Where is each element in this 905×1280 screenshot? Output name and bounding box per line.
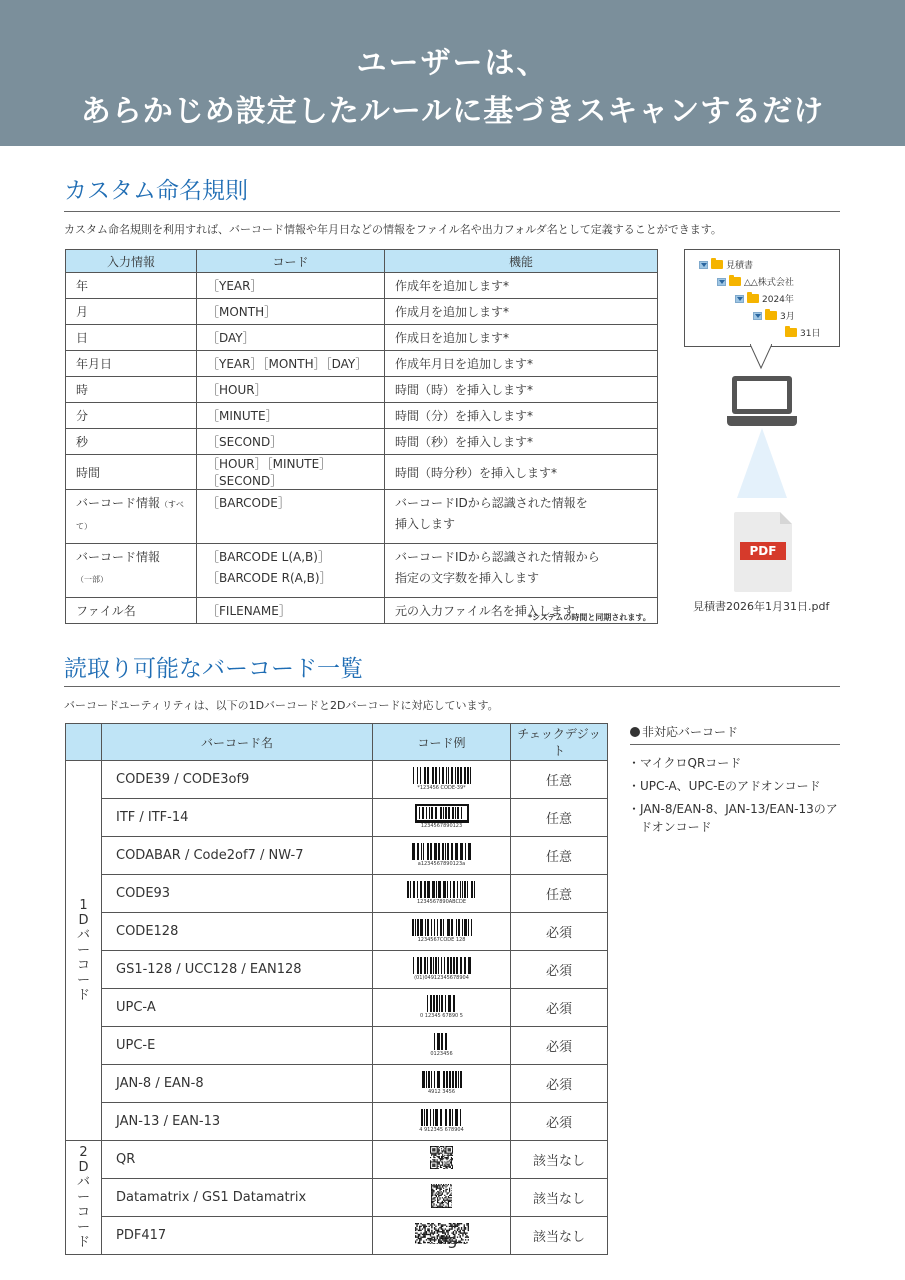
cell-code: ［YEAR］ <box>197 273 385 299</box>
cell-function: 作成月を追加します* <box>385 299 658 325</box>
table-row <box>66 1141 608 1179</box>
table-row <box>66 351 658 377</box>
barcode-caption: a1234567890123a <box>417 860 466 867</box>
cell-barcode-name: CODABAR / Code2of7 / NW-7 <box>102 837 373 875</box>
cell-function: 作成年を追加します* <box>385 273 658 299</box>
cell-function: 時間（時）を挿入します* <box>385 377 658 403</box>
bullet-icon <box>630 727 640 737</box>
cell-barcode-name: QR <box>102 1141 373 1179</box>
expand-arrow-icon <box>735 295 744 303</box>
cell-code: ［DAY］ <box>197 325 385 351</box>
table-row <box>66 429 658 455</box>
barcode-image <box>419 1109 464 1133</box>
unsupported-title: 非対応バーコード <box>630 723 840 745</box>
cell-function: 時間（秒）を挿入します* <box>385 429 658 455</box>
cell-barcode-sample <box>373 951 511 989</box>
cell-barcode-sample <box>373 761 511 799</box>
list-item: ・ UPC-A、UPC-Eのアドオンコード <box>630 777 840 795</box>
barcode-image <box>421 1071 463 1095</box>
barcode-caption: 1234567890123 <box>420 823 463 829</box>
cell-function: 元の入力ファイル名を挿入します <box>385 598 658 624</box>
col-header-check: チェックデジット <box>511 724 608 761</box>
col-header-function: 機能 <box>385 250 658 273</box>
barcode-caption: 0 12345 67890 5 <box>420 1012 463 1019</box>
table-row <box>66 1179 608 1217</box>
cell-barcode-name: GS1-128 / UCC128 / EAN128 <box>102 951 373 989</box>
cell-check-digit: 任意 <box>511 837 608 875</box>
tree-node: 31日 <box>785 326 820 339</box>
cell-barcode-sample <box>373 875 511 913</box>
scan-beam <box>737 428 787 498</box>
section-title-barcodes: 読取り可能なバーコード一覧 <box>64 656 363 682</box>
cell-code: ［FILENAME］ <box>197 598 385 624</box>
barcode-image <box>430 1033 452 1057</box>
unsupported-barcodes <box>630 723 840 836</box>
tree-node: 2024年 <box>735 292 794 305</box>
table-row <box>66 875 608 913</box>
barcode-caption: 0123456 <box>430 1050 453 1057</box>
banner-line-2: あらかじめ設定したルールに基づきスキャンするだけ <box>80 94 825 129</box>
cell-barcode-sample <box>373 1103 511 1141</box>
cell-check-digit: 必須 <box>511 1027 608 1065</box>
barcode-image <box>411 919 473 943</box>
pdf-filename: 見積書2026年1月31日.pdf <box>693 600 830 613</box>
barcode-caption: 1234567890ABCDE <box>416 898 467 905</box>
cell-barcode-name: JAN-8 / EAN-8 <box>102 1065 373 1103</box>
laptop-icon <box>732 376 792 414</box>
barcode-caption: 4 912345 678904 <box>419 1126 464 1133</box>
tree-node: 3月 <box>753 309 795 322</box>
col-header-input: 入力情報 <box>66 250 197 273</box>
barcode-image <box>406 881 478 905</box>
barcode-image <box>431 1184 453 1208</box>
cell-barcode-name: UPC-E <box>102 1027 373 1065</box>
cell-input: 月 <box>66 299 197 325</box>
table-row <box>66 325 658 351</box>
cell-input: バーコード情報（一部） <box>66 544 197 598</box>
cell-check-digit: 該当なし <box>511 1179 608 1217</box>
table-row <box>66 1027 608 1065</box>
section-divider <box>64 686 840 687</box>
folder-tree-bubble <box>684 249 840 347</box>
laptop-base <box>727 416 797 426</box>
footnote: *システムの時間と同期されます。 <box>528 613 651 622</box>
table-row <box>66 1065 608 1103</box>
cell-barcode-name: CODE39 / CODE3of9 <box>102 761 373 799</box>
barcode-image <box>430 1146 453 1169</box>
naming-rules-table <box>65 249 658 624</box>
folder-icon <box>711 260 723 269</box>
pdf-file-icon <box>734 512 792 592</box>
cell-barcode-name: Datamatrix / GS1 Datamatrix <box>102 1179 373 1217</box>
pdf-badge: PDF <box>740 542 786 560</box>
cell-barcode-sample <box>373 989 511 1027</box>
table-row <box>66 377 658 403</box>
cell-function: 作成年月日を追加します* <box>385 351 658 377</box>
group-label-2d: 2 D バ ー コ ー ド <box>66 1141 102 1255</box>
table-row <box>66 799 608 837</box>
cell-barcode-name: ITF / ITF-14 <box>102 799 373 837</box>
cell-barcode-sample <box>373 837 511 875</box>
folder-icon <box>747 294 759 303</box>
cell-input: バーコード情報（すべて） <box>66 490 197 544</box>
cell-barcode-sample <box>373 1065 511 1103</box>
cell-function: 時間（時分秒）を挿入します* <box>385 455 658 490</box>
group-label-1d: 1 D バ ー コ ー ド <box>66 761 102 1141</box>
cell-code: ［BARCODE］ <box>197 490 385 544</box>
section-divider <box>64 211 840 212</box>
cell-check-digit: 該当なし <box>511 1141 608 1179</box>
cell-function: 作成日を追加します* <box>385 325 658 351</box>
cell-function: バーコードIDから認識された情報を 挿入します <box>385 490 658 544</box>
barcode-list-table <box>65 723 608 1255</box>
cell-input: 秒 <box>66 429 197 455</box>
barcode-image <box>411 843 473 867</box>
page-number: 5 <box>447 1234 458 1252</box>
cell-code: ［HOUR］［MINUTE］［SECOND］ <box>197 455 385 490</box>
cell-barcode-sample <box>373 1141 511 1179</box>
table-row <box>66 490 658 544</box>
barcode-image <box>412 767 472 791</box>
barcode-image <box>415 804 469 829</box>
table-row <box>66 951 608 989</box>
cell-input: 年 <box>66 273 197 299</box>
table-row <box>66 761 608 799</box>
cell-barcode-name: CODE128 <box>102 913 373 951</box>
table-row <box>66 837 608 875</box>
cell-input: 日 <box>66 325 197 351</box>
cell-check-digit: 必須 <box>511 913 608 951</box>
banner-line-1: ユーザーは、 <box>356 46 549 81</box>
cell-check-digit: 該当なし <box>511 1217 608 1255</box>
table-row <box>66 1103 608 1141</box>
expand-arrow-icon <box>753 312 762 320</box>
cell-input: 分 <box>66 403 197 429</box>
tree-node: 見積書 <box>699 258 753 271</box>
table-row <box>66 544 658 598</box>
section-intro: バーコードユーティリティは、以下の1Dバーコードと2Dバーコードに対応しています。 <box>64 699 499 712</box>
cell-barcode-sample <box>373 799 511 837</box>
table-row <box>66 403 658 429</box>
barcode-caption: 4912 3456 <box>427 1088 456 1095</box>
col-header-code: コード <box>197 250 385 273</box>
table-row <box>66 299 658 325</box>
cell-barcode-sample <box>373 1027 511 1065</box>
cell-code: ［MONTH］ <box>197 299 385 325</box>
cell-input: 時間 <box>66 455 197 490</box>
cell-barcode-sample <box>373 913 511 951</box>
section-title-naming: カスタム命名規則 <box>64 178 248 204</box>
col-header-group <box>66 724 102 761</box>
cell-function: バーコードIDから認識された情報から 指定の文字数を挿入します <box>385 544 658 598</box>
cell-barcode-name: UPC-A <box>102 989 373 1027</box>
table-header-row <box>66 250 658 273</box>
barcode-caption: (01)04912345678904 <box>414 974 469 981</box>
cell-check-digit: 任意 <box>511 799 608 837</box>
section-intro: カスタム命名規則を利用すれば、バーコード情報や年月日などの情報をファイル名や出力フォルダ名として定義することができます。 <box>64 223 722 236</box>
barcode-caption: 1234567CODE 128 <box>417 936 466 943</box>
cell-code: ［YEAR］［MONTH］［DAY］ <box>197 351 385 377</box>
cell-check-digit: 必須 <box>511 1065 608 1103</box>
cell-input: ファイル名 <box>66 598 197 624</box>
tree-node: △△株式会社 <box>717 275 794 288</box>
bubble-pointer <box>750 344 772 370</box>
table-header-row <box>66 724 608 761</box>
cell-code: ［MINUTE］ <box>197 403 385 429</box>
cell-barcode-sample <box>373 1179 511 1217</box>
barcode-caption: *123456 CODE-39* <box>417 784 466 791</box>
table-row <box>66 913 608 951</box>
barcode-image <box>420 995 463 1019</box>
cell-barcode-name: CODE93 <box>102 875 373 913</box>
col-header-sample: コード例 <box>373 724 511 761</box>
cell-code: ［HOUR］ <box>197 377 385 403</box>
table-row <box>66 273 658 299</box>
cell-check-digit: 任意 <box>511 761 608 799</box>
list-item: ・ JAN-8/EAN-8、JAN-13/EAN-13のアドオンコード <box>630 800 840 836</box>
list-item: ・ マイクロQRコード <box>630 754 840 772</box>
cell-check-digit: 必須 <box>511 989 608 1027</box>
cell-check-digit: 必須 <box>511 951 608 989</box>
folder-icon <box>765 311 777 320</box>
cell-input: 時 <box>66 377 197 403</box>
cell-barcode-name: PDF417 <box>102 1217 373 1255</box>
cell-code: ［BARCODE L(A,B)］ ［BARCODE R(A,B)］ <box>197 544 385 598</box>
table-row <box>66 989 608 1027</box>
barcode-image <box>412 957 472 981</box>
cell-barcode-name: JAN-13 / EAN-13 <box>102 1103 373 1141</box>
folder-icon <box>785 328 797 337</box>
table-row <box>66 455 658 490</box>
expand-arrow-icon <box>699 261 708 269</box>
cell-code: ［SECOND］ <box>197 429 385 455</box>
folder-icon <box>729 277 741 286</box>
col-header-name: バーコード名 <box>102 724 373 761</box>
cell-check-digit: 任意 <box>511 875 608 913</box>
cell-check-digit: 必須 <box>511 1103 608 1141</box>
cell-input: 年月日 <box>66 351 197 377</box>
expand-arrow-icon <box>717 278 726 286</box>
header-banner <box>0 0 905 146</box>
cell-function: 時間（分）を挿入します* <box>385 403 658 429</box>
